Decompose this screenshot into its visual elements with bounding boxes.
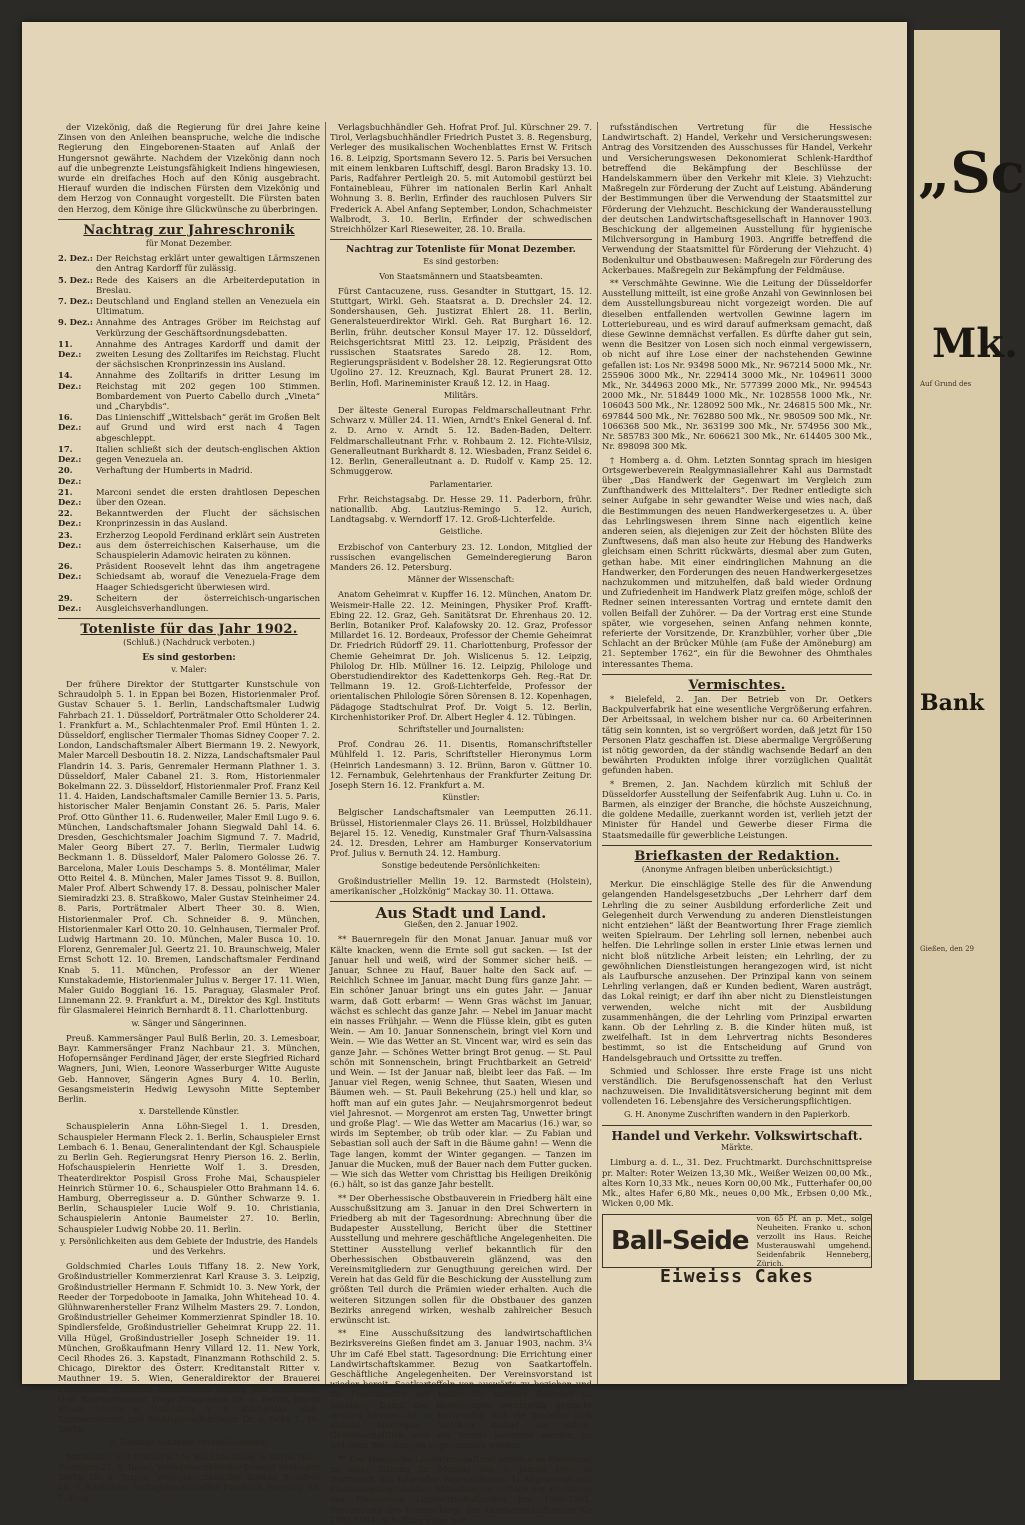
chronik-date: 16. Dez.: [58, 412, 82, 433]
anon-note: G. H. Anonyme Zuschriften wandern in den Papierkorb. [623, 1109, 851, 1119]
market-title: Handel und Verkehr. Volkswirtschaft. [611, 1128, 863, 1143]
separator [602, 845, 872, 846]
adjacent-page [914, 30, 1025, 1380]
chronik-date: 2. Dez.: [58, 253, 94, 264]
section-text: Frhr. Reichstagsabg. Dr. Hesse 29. 11. Paderborn, frühr. nationallib. Abg. Lautzius-Remingo 5. 12. Aurich, Landtagsabg. v. Werndorff 17. 12. Groß-Lichterfelde. [330, 493, 592, 525]
separator [602, 674, 872, 675]
chronik-text: Annahme des Antrages Kardorff und damit der zweiten Lesung des Zolltarifes im Reichstag. Flucht der sächsischen Kronprinzessin ins Ausland. [96, 338, 320, 370]
briefkasten-title: Briefkasten der Redaktion. [634, 848, 840, 864]
chronik-date: 9. Dez.: [58, 317, 94, 328]
text-fragment: Gießen, den 29 [920, 945, 975, 953]
section-title: x. Darstellende Künstler. [138, 1107, 240, 1117]
column-divider [597, 122, 598, 1384]
chronik-date: 22. Dez.: [58, 508, 82, 529]
section-title: Von Staatsmännern und Staatsbeamten. [379, 271, 543, 281]
market-text: Limburg a. d. L., 31. Dez. Fruchtmarkt. Durchschnittspreise pr. Malter: Roter Weizen 13,30 Mk., Weißer Weizen 00,00 Mk., altes Korn 10,33 Mk., neues Korn 00,00 Mk., Futterhafer 00,00 Mk., altes Hafer 6,80 Mk., neues 0,00 Mk., Erbsen 0,00 Mk., Wicken 0,00 Mk. [602, 1157, 872, 1209]
chronik-text: Erzherzog Leopold Ferdinand erklärt sein Austreten aus dem österreichischen Kaiserhause, um die Schauspielerin Adamovic heiraten zu können. [96, 529, 320, 560]
chronik-subtitle: für Monat Dezember. [145, 239, 233, 249]
chronik-date: 17. Dez.: [58, 443, 82, 465]
briefkasten-subtitle: (Anonyme Anfragen bleiben unberücksichtigt.) [641, 865, 833, 875]
chronik-item [58, 508, 320, 528]
section-text: Der älteste General Europas Feldmarschalleutnant Frhr. Schwarz v. Müller 24. 11. Wien, Arndt's Enkel General d. Inf. z. D. Arno v. Arndt 5. 12. Baden-Baden, Delterr. Feldmarschalleutnant Frhr. v. Rohbaum 2. 12. Fichte-Vilsiz, Generalleutnant Burkhardt 8. 12. Wiesbaden, Franz Seidel 6. 12. Berlin, Generalleutnant a. D. Rudolf v. Kamp 25. 12. Schmuggerow. [330, 405, 592, 477]
chronik-item [58, 561, 320, 592]
chronik-item [58, 339, 320, 370]
chronik-item [58, 275, 320, 295]
local-dateline: Gießen, den 2. Januar 1902. [403, 920, 519, 930]
local-text: ** Bauernregeln für den Monat Januar. Januar muß vor Kälte knacken, wenn die Ernte soll gut sacken. — Ist der Januar hell und weiß, wird der Sommer sicher heiß. — Januar, Schnee zu Hauf, Bauer halte den Sack auf. — Reichlich Schnee im Januar, macht Dung fürs ganze Jahr. — Ein schöner Januar bringt uns ein gutes Jahr. — Januar warm, daß Gott erbarm! — Wenn Gras wächst im Januar, wächst es schlecht das ganze Jahr. — Nebel im Januar macht ein nasses Frühjahr. — Wenn die Flüsse klein, gibt es guten Wein. — Am 10. Januar Sonnenschein, bringt viel Korn und Wein. — Wie das Wetter an St. Vincent war, wird es sein das ganze Jahr. — Schönes Wetter bringt Brot genug. — St. Paul schön mit Sonnenschein, bringt Fruchtbarkeit an Getreid' und Wein. — Ist der Januar naß, bleibt leer das Faß. — Im Januar viel Regen, wenig Schnee, thut Saaten, Wiesen und Bäumen weh. — St. Pauli Bekehrung (25.) hell und klar, so hofft man auf ein gutes Jahr. — Neujahrsmorgenrot bedeut viel Jahresnot. — Morgenrot am ersten Tag, Unwetter bringt und große Plag'. — Wie das Wetter am Macarius (16.) war, so wirds im September, ob trüb oder klar. — Zu Fabian und Sebastian soll auch der Saft in die Bäume gahn! — Wenn die Tage langen, kommt der Winter gegangen. — Tanzen im Januar die Mucken, muß der Bauer nach dem Futter gucken. — Wie sich das Wetter vom Christtag bis Heiligen Dreikönig (6.) hält, so ist das ganze Jahr bestellt. [330, 934, 592, 1190]
article-text: rufsständischen Vertretung für die Hessische Landwirtschaft. 2) Handel, Verkehr und Versicherungswesen: Antrag des Vorsitzenden des Ausschusses für Handel, Verkehr und Versicherungswesen Dekonomierat Schlenk-Hardthof betreffend die Bekämpfung der Beschlüsse der Handelskammern über den Verkehr mit Kleie. 3) Viehzucht: Maßregeln zur Förderung der Zucht auf Leistung. Abänderung der Bestimmungen über die Verwendung der Staatsmittel zur Förderung der Viehzucht. Beschickung der Wanderausstellung der deutschen Landwirtschaftsgesellschaft in Hannover 1903. Beschickung der allgemeinen Ausstellung für hygienische Milchversorgung in Hamburg 1903. Angriffe betreffend die Verwendung der Staatsmittel für Förderung der Viehzucht. 4) Bodenkultur und Obstbauwesen: Maßregeln zur Förderung des Ackerbaues. Maßregeln zur Bekämpfung der Feldmäuse. [602, 122, 872, 275]
separator [58, 219, 320, 220]
article-text: ** Verschmähte Gewinne. Wie die Leitung der Düsseldorfer Ausstellung mitteilt, ist eine große Anzahl von Gewinnlosen bei dem Ausstellungsbureau nicht vorgezeigt worden. Die auf dieselben entfallenden wertvollen Gewinne lagern im Lotteriebureau, und es wird darauf aufmerksam gemacht, daß diese Gewinne demnächst verfallen. Es dürfte daher gut sein, wenn die Besitzer von Losen sich noch einmal vergewissern, ob nicht auf ihre Lose einer der nachstehenden Gewinne gefallen ist: Los Nr. 93498 5000 Mk., Nr. 967214 5000 Mk., Nr. 255906 3000 Mk., Nr. 229414 3000 Mk., Nr. 1049611 3000 Mk., Nr. 344963 2000 Mk., Nr. 577399 2000 Mk., Nr. 994543 2000 Mk., Nr. 518449 1000 Mk., Nr. 1028558 1000 Mk., Nr. 106043 500 Mk., Nr. 128092 500 Mk., Nr. 246815 500 Mk., Nr. 697844 500 Mk., Nr. 762880 500 Mk., Nr. 980509 500 Mk., Nr. 1066368 500 Mk., Nr. 363199 300 Mk., Nr. 574956 300 Mk., Nr. 585783 300 Mk., Nr. 606621 300 Mk., Nr. 614405 300 Mk., Nr. 898098 300 Mk. [602, 278, 872, 452]
section-text: Prof. Condrau 26. 11. Disentis, Romanschriftsteller Mühlfeld 1. 12. Paris, Schriftsteller Hieronymus Lorm (Heinrich Landesmann) 3. 12. Brünn, Baron v. Güttner 10. 12. Fernambuk, Gelehrtenhaus der Frankfurter Zeitung Dr. Joseph Stern 16. 12. Frankfurt a. M. [330, 739, 592, 790]
section-text: Belgischer Landschaftsmaler van Leemputten 26.11. Brüssel, Historienmaler Clays 26. 11. Brüssel, Holzbildhauer Bejarel 15. 12. Venedig, Kunstmaler Graf Thurn-Valsassina 24. 12. Dresden, Lehrer am Hamburger Konservatorium Prof. Julius v. Bernuth 24. 12. Hamburg. [330, 807, 592, 859]
chronik-text: Annahme des Antrages Gröber im Reichstag auf Verkürzung der Geschäftsordnungsdebatten. [96, 317, 320, 338]
chronik-date: 20. Dez.: [58, 465, 82, 486]
chronik-item [58, 593, 320, 613]
chronik-item [58, 370, 320, 411]
section-title: Geistliche. [439, 527, 483, 537]
ad-fragment: Bank [920, 690, 985, 716]
section-text: Anatom Geheimrat v. Kupffer 16. 12. München, Anatom Dr. Weismeir-Halle 22. 12. Meiningen, Physiker Prof. Krafft-Ebing 22. 12. Graz, Geh. Sanitätsrat Dr. Ehrenhaus 20. 12. Berlin, Botaniker Prof. Kalafowsky 20. 12. Graz, Professor Millardet 16. 12. Bordeaux, Professor der Chemie Geheimrat Dr. Friedrich Rüdorff 29. 11. Charlottenburg, Professor der Chemie Geheimrat Dr. Joh. Wislicenus 5. 12. Leipzig, Philolog Dr. Hlb. Müllner 16. 12. Leipzig, Philologe und Oberstudiendirektor des Kadettenkorps Geh. Reg.-Rat Dr. Tellmann 19. 12. Groß-Lichterfelde, Professor der orientalischen Philologie Sören Sörensen 8. 12. Kopenhagen, Pädagoge Stadtschulrat Prof. Dr. Voigt 5. 12. Berlin, Kirchenhistoriker Prof. Dr. Albert Hegler 4. 12. Tübingen. [330, 589, 592, 722]
chronik-text: Das Linienschiff „Wittelsbach“ gerät im Großen Belt auf Grund und wird erst nach 4 Tagen abgeschleppt. [96, 412, 320, 443]
section-title: Künstler: [442, 793, 480, 803]
column-divider [325, 122, 326, 1384]
column-1 [58, 122, 320, 1503]
section-text: Erzbischof von Canterbury 23. 12. London, Mitglied der russischen evangelischen Gemeinderegierung Baron Manders 26. 12. Petersburg. [330, 541, 592, 572]
local-text: ** Der Hessische Landwirtschaftsrat erließ eine Einladung zu einer Sitzung für Montag den 5. Januar 1903 in Darmstadt mit folgender Tagesordnung: 1) Allgemeine und Finanzangelegenheiten: Mitteilungen. Vorlage der Rechnung des Hessischen Landwirtschaftsrates pro 1900-1901. Feststellung des Voranschlags des Landwirtschaftsrates für 1903-1904. Schaffung einer bez [330, 1453, 592, 1525]
chronik-text: Verhaftung der Humberts in Madrid. [96, 465, 253, 476]
nachtrag-title: Nachtrag zur Totenliste für Monat Dezember. [346, 245, 576, 256]
chronik-item [58, 487, 320, 507]
article-text: der Vizekönig, daß die Regierung für drei Jahre keine Zinsen von den Anleihen beanspruche, welche die indische Regierung den Eingeborenen-Staaten auf Anlaß der Hungersnot gewährte. Nachdem der Vizekönig dann noch auf die unbegrenzte Leistungsfähigkeit Indiens hingewiesen, wurde ein dreifaches Hoch auf den König ausgebracht. Hierauf wurden die indischen Fürsten dem Vizekönig und dem Herzog von Connaught vorgestellt. Die Fürsten baten den Herzog, dem Könige ihre Glückwünsche zu überbringen. [58, 122, 320, 214]
section-title: Militärs. [443, 390, 479, 400]
totenliste-subtitle: (Schluß.) (Nachdruck verboten.) [123, 638, 255, 648]
ad-text: von 65 Pf. an p. Met., solge Neuheiten. Franko u. schon verzollt ins Haus. Reiche Musterauswahl umgehend. Seidenfabrik Henneberg, Zürich. [756, 1214, 871, 1269]
section-title: Männer der Wissenschaft: [407, 575, 515, 585]
article-text: Merkur. Die einschlägige Stelle des für die Anwendung gelangenden Handelsgesetzbuchs „Der Lehrherr darf dem Lehrling die zu seiner Ausbildung erforderliche Zeit und Gelegenheit durch Verwendung zu anderen Dienstleistungen nicht entziehen“ läßt der Beantwortung Ihrer Frage ziemlich weiten Spielraum. Der Lehrling soll lernen, nebenbei auch helfen. Die Lehrlinge sollen in erster Linie etwas lernen und nicht bloß nützliche Arbeit leisten; ein Lehrling, der zu gewöhnlichen Dienstleistungen herangezogen wird, ist nicht als Laufbursche anzusehen. Der Prinzipal kann von seinem Lehrling verlangen, daß er Kunden bedient, Waren austrägt, das Lokal reinigt; er darf ihn aber nicht zu Dienstleistungen verwenden, welche nicht mit der Ausbildung zusammenhängen, die der Lehrling vom Prinzipal erwarten kann. Ob der Lehrling z. B. die Kinder hüten muß, ist zweifelhaft. Ist in dem Lehrvertrag nichts Besonderes bestimmt, so ist die Entscheidung auf Grund von Handelsgebrauch und Ortssitte zu treffen. [602, 879, 872, 1063]
section-title: v. Maler: [171, 664, 207, 674]
local-news-title: Aus Stadt und Land. [375, 904, 547, 923]
advertisement-eiweiss: Eiweiss Cakes [660, 1266, 814, 1288]
chronik-text: Präsident Roosevelt lehnt das ihm angetragene Schiedsamt ab, worauf die Venezuela-Frage dem Haager Schiedsgericht überwiesen wird. [96, 561, 320, 592]
chronik-text: Bekanntwerden der Flucht der sächsischen Kronprinzessin in das Ausland. [96, 508, 320, 529]
chronik-text: Italien schließt sich der deutsch-englischen Aktion gegen Venezuela an. [96, 443, 320, 465]
chronik-date: 21. Dez.: [58, 486, 82, 507]
chronik-item [58, 465, 320, 485]
section-text: Preuß. Kammersänger Paul Bulß Berlin, 20. 3. Lemesboar, Bayr. Kammersänger Franz Nachbaur 21. 3. München, Hofopernsänger Ferdinand Jäger, der erste Siegfried Richard Wagners, Juni, Wien, Leonore Wasserburger Witte Auguste Geb. Hannover, Sängerin Agnes Bury 4. 10. Berlin, Gesangsmeisterin Hedwig Lewysohn Mitte September Berlin. [58, 1032, 320, 1105]
column-2 [330, 122, 592, 1525]
local-text: ** Der Oberhessische Obstbauverein in Friedberg hält eine Ausschußsitzung am 3. Januar in den Drei Schwertern in Friedberg ab mit der Tagesordnung: Abrechnung über die Budapester Ausstellung, Bericht über die Stettiner Ausstellung und mehrere geschäftliche Angelegenheiten. Die Stettiner Ausstellung verlief bekanntlich für den Oberhessischen Obstbauverein glänzend, was den Vereinsmitgliedern zur Genugthuung gereichen wird. Der Verein hat das Geld für die Beschickung der Ausstellung zum größten Teil durch die Prämien wieder erhalten. Auch die weiteren Sitzungen sollen für die Obstbauer des ganzen Bezirks anregend wirken, weshalb zahlreicher Besuch erwünscht ist. [330, 1192, 592, 1325]
totenliste-heading: Es sind gestorben: [142, 652, 236, 663]
separator [330, 239, 592, 240]
chronik-item [58, 412, 320, 443]
chronik-text: Annahme des Zolltarifs in dritter Lesung im Reichstag mit 202 gegen 100 Stimmen. Bombardement von Puerto Cabello durch „Vineta“ und „Charybdis“. [96, 370, 320, 412]
ad-fragment: Mk. [932, 320, 1018, 367]
section-text: Fürst Cantacuzene, russ. Gesandter in Stuttgart, 15. 12. Stuttgart, Wirkl. Geh. Staatsrat a. D. Drechsler 24. 12. Sondershausen, Geh. Justizrat Ehlert 28. 11. Berlin, Generalsteuerdirektor Wirkl. Geh. Rat Burghart 16. 12. Berlin, frühr. deutscher Konsul Mayer 17. 12. Düsseldorf, Reichsgerichtsrat Mittl 23. 12. Leipzig, Präsident des russischen Staatsrates Saredo 28. 12. Rom, Regierungspräsident v. Bodelsher 28. 12. Regierungsrat Otto Ugolino 27. 12. Kreuznach, Kgl. Baurat Prunert 28. 12. Berlin, Hofl. Marineminister Krauß 12. 12. in Haag. [330, 285, 592, 388]
chronik-item [58, 444, 320, 464]
chronik-list [58, 253, 320, 613]
chronik-text: Scheitern der österreichisch-ungarischen Ausgleichsverhandlungen. [96, 592, 320, 613]
local-text: ** Eine Ausschußsitzung des landwirtschaftlichen Bezirksvereins Gießen findet am 3. Januar 1903, nachm. 3¼ Uhr im Café Ebel statt. Tagesordnung: Die Errichtung einer Landwirtschaftskammer. Bezug von Saatkartoffeln. Geschäftliche Angelegenheiten. Der Vereinsvorstand ist wieder bereit, Saatkartoffeln von auswärts zu beziehen und die Frachtkosten wie bisher für kleinere Besteller zu bezahlen. Damit die Bestellungen rechtzeitig gemacht werden können, ist es notwendig, daß die Besteller sich alsbald überlegen, welchen Bedarf sie haben. Gemeinschaftlich wird ein Termin bestimmt werden, zu welchem Bestellungen angenommen werden. [330, 1328, 592, 1451]
article-text: * Bielefeld, 2. Jan. Der Betrieb von Dr. Oetkers Backpulverfabrik hat eine wesentliche Vergrößerung erfahren. Der Arbeitssaal, in welchem bisher nur ca. 60 Arbeiterinnen tätig sein konnten, ist so vergrößert worden, daß jetzt für 150 Personen Platz geschaffen ist. Diese abermalige Vergrößerung ist nötig geworden, da der ständig wachsende Bedarf an den bewährten Produkten infolge ihrer vorzüglichen Qualität gefunden haben. [602, 693, 872, 776]
article-text: Verlagsbuchhändler Geh. Hofrat Prof. Jul. Kürschner 29. 7. Tirol, Verlagsbuchhändler Friedrich Pustet 3. 8. Regensburg, Verleger des musikalischen Wochenblattes Ernst W. Fritsch 16. 8. Leipzig, Sportsmann Severo 12. 5. Paris bei Versuchen mit einem lenkbaren Luftschiff, desgl. Baron Bradsky 13. 10. Paris, Radfahrer Pertleigh 20. 5. mit Automobil gestürzt bei Fontainebleau, Führer im nationalen Berlin Karl Anhalt Wohnung 3. 8. Berlin, Erfinder des rauchlosen Pulvers Sir Frederick A. Abel Anfang September, London, Schachmeister Walbrodt, 3. 10. Berlin, Erfinder der schwedischen Streichhölzer Karl Rieseweiter, 28. 10. Braila. [330, 122, 592, 235]
section-title: Parlamentarier. [429, 479, 493, 489]
chronik-text: Rede des Kaisers an die Arbeiterdeputation in Breslau. [96, 274, 320, 295]
newspaper-page [22, 22, 907, 1525]
vermischtes-title: Vermischtes. [688, 677, 786, 693]
column-3 [602, 122, 872, 1392]
chronik-item [58, 530, 320, 561]
chronik-date: 26. Dez.: [58, 561, 82, 582]
article-text: † Homberg a. d. Ohm. Letzten Sonntag sprach im hiesigen Ortsgewerbeverein Realgymnasiallehrer Kahl aus Darmstadt über „Das Handwerk der Gegenwart im Vergleich zum Zunfthandwerk des Mittelalters“. Der Redner entledigte sich seiner Aufgabe in sehr gewandter Weise und wies nach, daß die Bestimmungen des neuen Handwerkergesetzes u. A. über das Lehrlingswesen ihrem Sinne nach eigentlich keine anderen seien, als diejenigen zur Zeit der höchsten Blüte des Zunftwesens, daß man also heute zur Hebung des Handwerks gleichsam einen Schritt rückwärts, diesmal aber zum Guten, gethan habe. Mit einer eindringlichen Mahnung an die Handwerker, den Forderungen des neuen Handwerkergesetzes nachzukommen und mitzuhelfen, daß bald wieder Ordnung und Zufriedenheit im Handwerk Platz greifen möge, schloß der Redner seinen interessanten Vortrag und erntete damit den vollen Beifall der Zuhörer. — Da der Vortrag erst eine Stunde später, wie vorgesehen, seinen Anfang nehmen konnte, referierte der Vorsitzende, Dr. Kranzbühler, vorher über „Die Schlacht an der Brücker Mühle (am Fuße der Amöneburg) am 21. September 1762“, ein für die Bewohner des Ohmthales interessantes Thema. [602, 454, 872, 669]
article-text: Schmied und Schlosser. Ihre erste Frage ist uns nicht verständlich. Die Berufsgenossenschaft hat den Verlust nachzuweisen. Die Invaliditätsversicherung beginnt mit dem vollendeten 16. Lebensjahre des Versicherungspflichtigen. [602, 1065, 872, 1107]
chronik-text: Marconi sendet die ersten drahtlosen Depeschen über den Ozean. [96, 486, 320, 507]
section-text: Goldschmied Charles Louis Tiffany 18. 2. New York, Großindustrieller Kommerzienrat Karl Krause 3. 3. Leipzig, Großindustrieller Hermann F. Schmidt 10. 3. New York, der Reeder der Torpedoboote in Jamaika, John Whitehead 10. 4. Glühnwarenhersteller Franz Wilhelm Masters 29. 7. London, Großindustrieller Geheimer Kommerzienrat Spindler 18. 10. Spindlersfelde, Großindustrieller Geheimrat Krupp 22. 11. Villa Hügel, Großindustrieller Joseph Schneider 19. 11. München, Großkaufmann Henry Villard 12. 11. New York, Cecil Rhodes 26. 3. Kapstadt, Finanzmann Rothschild 2. 5. Chicago, Direktor des Österr. Kreditanstalt Ritter v. Mauthner 19. 5. Wien, Generaldirektor der Brauerei Patzenhofer Friedrich Goldschmidt Anfang Juni Mannheim, Geh. Kommerzienrat Hugo Pringsheim 29. 6. Berlin, Baron Simon Moritz v. Bethmann 3. 9. Königstein, Geh. Kommerzienrat und Stahlspezialfabrikant Dr. v. Ochs 1. 10. Berlin. [58, 1261, 320, 1435]
market-subtitle: Märkte. [720, 1143, 754, 1153]
chronik-title: Nachtrag zur Jahreschronik [83, 222, 295, 238]
chronik-text: Der Reichstag erklärt unter gewaltigen Lärmszenen den Antrag Kardorff für zulässig. [96, 253, 320, 274]
section-title: Sonstige bedeutende Persönlichkeiten: [381, 861, 541, 871]
totenliste-title: Totenliste für das Jahr 1902. [80, 622, 298, 638]
section-title: w. Sänger und Sängerinnen. [131, 1018, 247, 1028]
ad-fragment: „Sc [918, 140, 1025, 206]
totenliste-text: Der frühere Direktor der Stuttgarter Kunstschule von Schraudolph 5. 1. in Eppan bei Bozen, Historienmaler Prof. Gustav Schauer 5. 1. Berlin, Landschaftsmaler Ludwig Fahrbach 21. 1. Düsseldorf, Porträtmaler Otto Scholderer 24. 1. Frankfurt a. M., Schlachtenmaler Prof. Emil Hünten 1. 2. Düsseldorf, englischer Tiermaler Thomas Sidney Cooper 7. 2. London, Landschaftsmaler Albert Biermann 19. 2. Newyork, Maler Marcell Desboutin 18. 2. Nizza, Landschaftsmaler Paul Flandrin 14. 3. Paris, Genremaler Hermann Plathner 1. 3. Düsseldorf, Maler Cabanel 21. 3. Rom, Historienmaler Bokelmann 22. 3. Düsseldorf, Historienmaler Prof. Franz Keil 11. 4. Haiden, Landschaftsmaler Camille Bernier 13. 5. Paris, historischer Maler Benjamin Constant 26. 5. Paris, Maler Prof. Otto Günther 11. 6. Rudenweiler, Maler Emil Lugo 9. 6. München, Landschaftsmaler Johann Siegwald Dahl 14. 6. Dresden, Geschichtsmaler Joachim Sigmund 7. 7. Madrid, Maler Georg Bibert 27. 7. Berlin, Tiermaler Ludwig Beckmann 1. 8. Düsseldorf, Maler Palomero Golosse 26. 7. Barcelona, Maler Louis Deschamps 5. 8. Montélimar, Maler Otto Reitel 4. 8. München, Maler James Tissot 9. 8. Buillon, Maler Prof. Albert Schwendy 17. 8. Dessau, polnischer Maler Siemiradzki 23. 8. Straßkowo, Maler Gustav Steinheimer 24. 8. Paris, Porträtmaler Albert Theer 30. 8. Wien, Historienmaler Prof. Ch. Schneider 8. 9. München, Historienmaler Karl Otto 20. 10. Gelnhausen, Tiermaler Prof. Ludwig Hartmann 20. 10. München, Maler Busca 10. 10. Florenz, Genremaler Jul. Geertz 21. 10. Braunschweig, Maler Ernst Schott 12. 10. Bremen, Landschaftsmaler Ferdinand Knab 5. 11. München, Professor an der Wiener Kunstakademie, Historienmaler Julius v. Berger 17. 11. Wien, Maler Guido Boggiani 16. 15. Paraguay, Glasmaler Prof. Linnemann 22. 9. Frankfurt a. M., Direktor des Kgl. Instituts für Glasmalerei Heinrich Bernhardt 8. 11. Charlottenburg. [58, 678, 320, 1016]
chronik-date: 14. Dez.: [58, 370, 82, 391]
chronik-item [58, 317, 320, 337]
chronik-date: 23. Dez.: [58, 529, 82, 550]
text-fragment: Auf Grund des [920, 380, 972, 388]
nachtrag-heading: Es sind gestorben: [423, 257, 499, 267]
section-text: Schauspielerin Anna Löhn-Siegel 1. 1. Dresden, Schauspieler Hermann Fleck 2. 1. Berlin, Schauspieler Ernst Lembach 6. 1. Benau, Generalintendant der Kgl. Schauspiele zu Berlin Geh. Regierungsrat Henry Pierson 16. 2. Berlin, Hofschauspielerin Henriette Wolf 1. 3. Dresden, Theaterdirektor Pospisil Gross Frohe Mai, Schauspieler Heinrich Stürmer 10. 6., Schauspieler Otto Brahmann 14. 6. Hamburg, Oberregisseur a. D. Günther Schwarze 9. 1. Berlin, Schauspieler Lucie Wolf 9. 10. Christiania, Schauspielerin Antonie Baumeister 27. 10. Berlin, Schauspieler Ludwig Nobbe 20. 11. Berlin. [58, 1121, 320, 1234]
ad-title: Ball-Seide [611, 1226, 749, 1257]
chronik-date: 5. Dez.: [58, 274, 94, 285]
article-text: * Bremen, 2. Jan. Nachdem kürzlich mit Schluß der Düsseldorfer Ausstellung der Seifenfabrik Aug. Luhn u. Co. in Barmen, als einziger der Branche, die höchste Auszeichnung, die goldene Medaille, zuerkannt worden ist, verlieh jetzt der Minister für Handel und Gewerbe dieser Firma die Staatsmedaille für gewerbliche Leistungen. [602, 778, 872, 840]
separator [58, 618, 320, 619]
section-text: Mitinhaber der Nikolai'schen Buchhandlung in Berlin Hans Reimarus 27. 6. Basel, Verlagsbuchhändler Oswald Seehagen Berlin 28. 6. Taraso, Verlagsbuchhändler Konrad Bielefeld 28. 7. Karlsruhe, Verlagsbuchhändler Friedrich Tempsky 23. 7. Prag. [58, 1451, 320, 1503]
section-title: z. Sonstige bekannte Persönlichkeiten. [110, 1437, 268, 1447]
separator [330, 901, 592, 902]
section-title: y. Persönlichkeiten aus dem Gebiete der Industrie, des Handels und des Verkehrs. [60, 1236, 318, 1256]
section-text: Großindustrieller Mellin 19. 12. Barmstedt (Holstein), amerikanischer „Holzkönig“ Mackay 30. 11. Ottawa. [330, 875, 592, 896]
chronik-date: 11. Dez.: [58, 338, 82, 360]
chronik-date: 7. Dez.: [58, 296, 94, 307]
advertisement-ball-seide [602, 1214, 872, 1268]
chronik-item [58, 253, 320, 273]
chronik-date: 29. Dez.: [58, 592, 82, 613]
chronik-item [58, 296, 320, 316]
chronik-text: Deutschland und England stellen an Venezuela ein Ultimatum. [96, 296, 320, 317]
section-title: Schriftsteller und Journalisten: [398, 724, 524, 734]
separator [602, 1125, 872, 1126]
